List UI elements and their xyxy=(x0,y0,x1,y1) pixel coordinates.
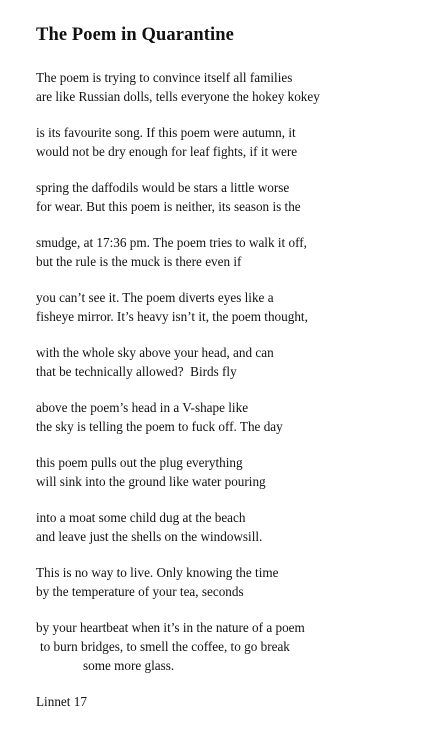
stanza-8 xyxy=(36,453,416,491)
poem-line: above the poem’s head in a V-shape like xyxy=(36,400,249,415)
stanza-6 xyxy=(36,343,416,381)
poem-line: The poem is trying to convince itself all families xyxy=(36,70,293,85)
poem-line: into a moat some child dug at the beach xyxy=(36,510,246,525)
stanza-9 xyxy=(36,508,416,546)
poem-line: This is no way to live. Only knowing the time xyxy=(36,565,279,580)
poem-line: are like Russian dolls, tells everyone the hokey kokey xyxy=(36,89,320,104)
stanza-7 xyxy=(36,398,416,436)
poem-line: smudge, at 17:36 pm. The poem tries to walk it off, xyxy=(36,235,307,250)
stanza-3 xyxy=(36,178,416,216)
poem-line: spring the daffodils would be stars a little worse xyxy=(36,180,290,195)
poem-line: some more glass. xyxy=(83,658,175,673)
poem-line: you can’t see it. The poem diverts eyes like a xyxy=(36,290,274,305)
poem-line: with the whole sky above your head, and can xyxy=(36,345,274,360)
poem-body xyxy=(36,68,416,692)
stanza-10 xyxy=(36,563,416,601)
stanza-5 xyxy=(36,288,416,326)
poem-line: but the rule is the muck is there even if xyxy=(36,254,242,269)
poem-line: that be technically allowed? Birds fly xyxy=(36,364,237,379)
page-footer-label: Linnet 17 xyxy=(36,694,87,709)
poem-line: to burn bridges, to smell the coffee, to go break xyxy=(40,639,290,654)
poem-line: will sink into the ground like water pouring xyxy=(36,474,266,489)
stanza-1 xyxy=(36,68,416,106)
poem-line: is its favourite song. If this poem were autumn, it xyxy=(36,125,296,140)
poem-line: for wear. But this poem is neither, its season is the xyxy=(36,199,301,214)
poem-line: the sky is telling the poem to fuck off. The day xyxy=(36,419,283,434)
poem-title: The Poem in Quarantine xyxy=(36,25,234,45)
poem-line: fisheye mirror. It’s heavy isn’t it, the poem thought, xyxy=(36,309,308,324)
poem-line: this poem pulls out the plug everything xyxy=(36,455,243,470)
stanza-4 xyxy=(36,233,416,271)
stanza-2 xyxy=(36,123,416,161)
poem-line: by your heartbeat when it’s in the nature of a poem xyxy=(36,620,305,635)
poem-line: would not be dry enough for leaf fights, if it were xyxy=(36,144,298,159)
poem-line: and leave just the shells on the windowsill. xyxy=(36,529,263,544)
stanza-11 xyxy=(36,618,416,675)
poem-line: by the temperature of your tea, seconds xyxy=(36,584,244,599)
